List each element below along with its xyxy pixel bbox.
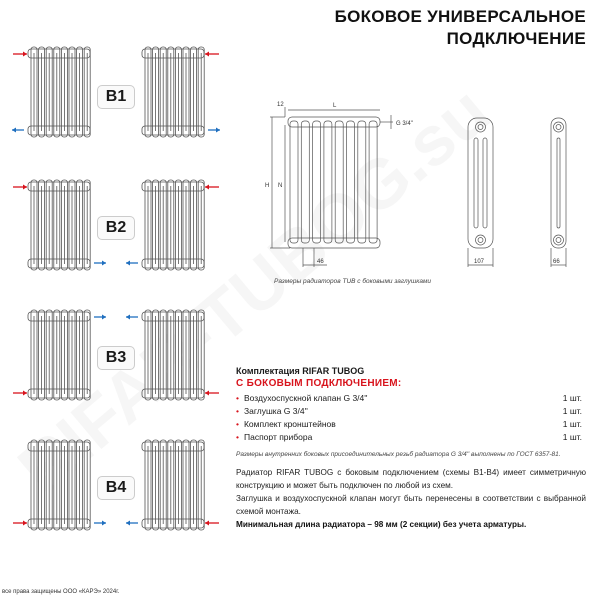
kit-item-qty: 1 шт.: [562, 406, 582, 416]
radiator-tube: [324, 121, 332, 243]
dim-N: N: [278, 183, 283, 189]
radiator-tube: [313, 121, 321, 243]
radiator-tube: [347, 121, 355, 243]
title-line-1: БОКОВОЕ УНИВЕРСАЛЬНОЕ: [334, 7, 586, 26]
flow-arrow-head-icon: [23, 52, 27, 57]
radiator-tube: [335, 121, 343, 243]
side-view-3col: [468, 118, 566, 267]
drawing-caption: Размеры радиаторов TUB с боковыми заглушками: [274, 278, 432, 285]
kit-item-name: Комплект кронштейнов: [243, 419, 336, 429]
radiator-icon: [28, 47, 90, 137]
description: [236, 466, 586, 531]
flow-arrow-head-icon: [23, 391, 27, 396]
radiator-icon: [28, 440, 90, 530]
flow-arrow-head-icon: [126, 261, 130, 266]
dim-thread: G 3/4'': [396, 121, 413, 127]
kit-item: • Заглушка G 3/4'' 1 шт.: [236, 406, 582, 416]
kit-section: [236, 366, 582, 458]
radiator-icon: [28, 310, 90, 400]
kit-item: • Воздухоспускной клапан G 3/4'' 1 шт.: [236, 393, 582, 403]
dimension-drawing: [255, 95, 595, 270]
radiator-tube: [301, 121, 309, 243]
kit-heading: Комплектация RIFAR TUBOG: [236, 366, 365, 376]
flow-arrow-head-icon: [205, 52, 209, 57]
kit-item: • Комплект кронштейнов 1 шт.: [236, 419, 582, 429]
description-p2: Заглушка и воздухоспускной клапан могут быть перенесены в соответствии с выбранной схемой монтажа.: [236, 494, 586, 516]
scheme-label-b3: B3: [97, 346, 135, 370]
front-view: [270, 107, 393, 267]
flow-arrow-head-icon: [205, 521, 209, 526]
flow-arrow-head-icon: [102, 261, 106, 266]
description-p3: Минимальная длина радиатора – 98 мм (2 секции) без учета арматуры.: [236, 520, 527, 529]
page-title: [335, 6, 586, 50]
kit-note: Размеры внутренних боковых присоединительных резьб радиатора G 3/4'' выполнены по ГОСТ 6357-81.: [236, 451, 561, 458]
kit-item-qty: 1 шт.: [562, 393, 582, 403]
flow-arrow-head-icon: [205, 185, 209, 190]
scheme-label-b2: B2: [97, 216, 135, 240]
scheme-label-b1: B1: [97, 85, 135, 109]
dim-107: 107: [474, 259, 485, 265]
dim-H: H: [265, 183, 270, 189]
flow-arrow-head-icon: [102, 521, 106, 526]
radiator-icon: [28, 180, 90, 270]
copyright: все права защищены ООО «КАРЭ» 2024г.: [2, 589, 120, 595]
radiator-icon: [142, 310, 204, 400]
title-line-2: ПОДКЛЮЧЕНИЕ: [446, 29, 586, 48]
radiator-tube: [358, 121, 366, 243]
kit-item: • Паспорт прибора 1 шт.: [236, 432, 582, 442]
flow-arrow-head-icon: [12, 128, 16, 133]
kit-subheading: С БОКОВЫМ ПОДКЛЮЧЕНИЕМ:: [236, 378, 402, 389]
dim-L: L: [333, 103, 337, 109]
flow-arrow-head-icon: [102, 315, 106, 320]
dim-12: 12: [277, 102, 284, 108]
kit-item-name: Паспорт прибора: [243, 432, 313, 442]
radiator-tube: [369, 121, 377, 243]
radiator-icon: [142, 47, 204, 137]
radiator-icon: [142, 440, 204, 530]
flow-arrow-head-icon: [205, 391, 209, 396]
description-p1: Радиатор RIFAR TUBOG с боковым подключением (схемы B1-B4) имеет симметричную конструкцию и может быть подключен по любой из схем.: [236, 468, 586, 490]
flow-arrow-head-icon: [126, 521, 130, 526]
kit-item-qty: 1 шт.: [562, 419, 582, 429]
kit-item-name: Воздухоспускной клапан G 3/4'': [243, 393, 368, 403]
flow-arrow-head-icon: [23, 185, 27, 190]
radiator-tube: [290, 121, 298, 243]
scheme-label-b4: B4: [97, 476, 135, 500]
kit-item-qty: 1 шт.: [562, 432, 582, 442]
flow-arrow-head-icon: [23, 521, 27, 526]
kit-list: [236, 392, 582, 444]
flow-arrow-head-icon: [216, 128, 220, 133]
flow-arrow-head-icon: [126, 315, 130, 320]
radiator-icon: [142, 180, 204, 270]
kit-item-name: Заглушка G 3/4'': [243, 406, 308, 416]
dim-66: 66: [553, 259, 560, 265]
dim-46: 46: [317, 259, 324, 265]
